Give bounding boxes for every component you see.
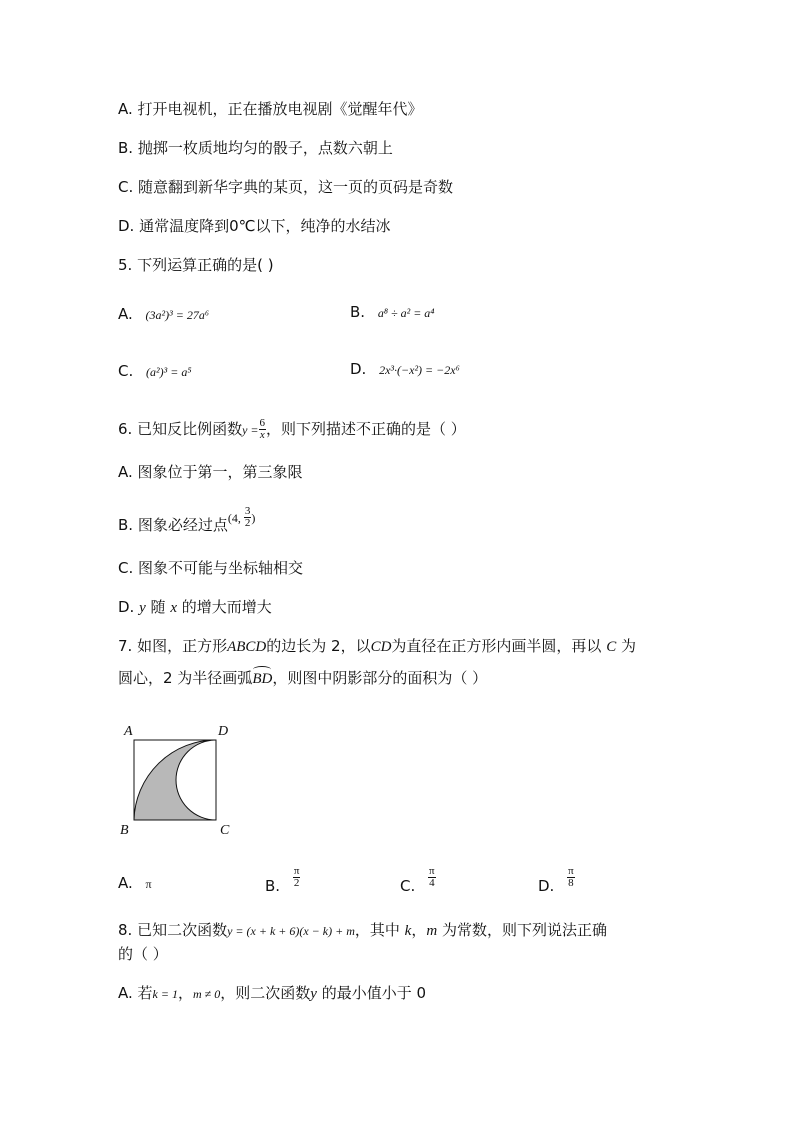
q7-label-a: A: [124, 724, 133, 739]
q6-option-d-label: D.: [118, 598, 140, 616]
q7-label-d: D: [218, 724, 229, 739]
q6-option-c: C. 图象不可能与坐标轴相交: [118, 559, 304, 577]
q7-option-a-label: A.: [118, 874, 133, 892]
q6-option-d-x: x: [170, 600, 177, 616]
q7-diameter-name: CD: [370, 639, 392, 655]
q6-function-fraction: [259, 418, 267, 441]
q8-option-a-k: k = 1: [152, 987, 178, 1001]
q8-option-a-comma: ，: [177, 984, 193, 1002]
q6-option-a: A. 图象位于第一，第三象限: [118, 463, 303, 481]
q4-option-c: C. 随意翻到新华字典的某页，这一页的页码是奇数: [118, 178, 454, 196]
q5-option-d-math: 2x³·(−x²) = −2x⁶: [379, 363, 460, 377]
q8-option-a-mid: ，则二次函数: [220, 984, 311, 1002]
q7-figure: [110, 715, 245, 845]
q5-option-c: [118, 361, 192, 382]
q4-option-b: B. 抛掷一枚质地均匀的骰子，点数六朝上: [118, 139, 393, 157]
q7-shaded-region: [134, 740, 216, 820]
q5-option-a-label: A.: [118, 305, 133, 323]
q8-stem-line1: [118, 920, 607, 941]
q7-label-c: C: [220, 823, 230, 838]
q6-option-d-mid: 随: [145, 598, 171, 616]
q7-stem-line2-post: ，则图中阴影部分的面积为（ ）: [272, 669, 488, 687]
q6-option-d: [118, 597, 272, 618]
q8-function: y = (x + k + 6)(x − k) + m: [227, 924, 355, 938]
q7-center-name: C: [606, 639, 617, 655]
q5-option-a: [118, 304, 209, 325]
q8-stem-line2: 的（ ）: [118, 945, 168, 963]
q6-function-denominator: x: [259, 429, 265, 441]
q7-option-c-denominator: 4: [429, 877, 435, 889]
q8-comma: ，: [411, 921, 427, 939]
q5-option-c-math: (a²)³ = a⁵: [146, 365, 192, 379]
q4-option-d: D. 通常温度降到0℃以下，纯净的水结冰: [118, 217, 391, 235]
q8-k: k: [404, 923, 412, 939]
q7-option-c-fraction: [428, 866, 436, 889]
q7-option-c-label: C.: [400, 877, 416, 895]
q6-stem: [118, 418, 466, 441]
q8-option-a-m: m ≠ 0: [193, 987, 221, 1001]
q7-option-d-denominator: 8: [568, 877, 574, 889]
q6-point-close: ): [251, 511, 256, 525]
q7-option-d-fraction: [567, 866, 575, 889]
q5-option-b-math: a⁸ ÷ a² = a⁴: [377, 306, 435, 320]
q8-m: m: [426, 923, 438, 939]
q7-option-c-numerator: π: [429, 865, 435, 877]
q7-option-a-value: π: [145, 877, 152, 891]
q8-option-a: [118, 983, 426, 1004]
q6-stem-pre: 6. 已知反比例函数: [118, 420, 243, 438]
q7-option-d-numerator: π: [568, 865, 574, 877]
q8-option-a-pre: A. 若: [118, 984, 153, 1002]
q5-option-c-label: C.: [118, 362, 134, 380]
q7-stem-line2: [118, 668, 487, 689]
q7-stem-end: 为: [616, 637, 636, 655]
q7-stem-pre: 7. 如图，正方形: [118, 637, 228, 655]
q6-function-numerator: 6: [259, 417, 266, 429]
q7-stem-line2-pre: 圆心，2 为半径画弧: [118, 669, 253, 687]
q7-stem-post: 为直径在正方形内画半圆，再以: [391, 637, 607, 655]
q6-option-b: [118, 505, 256, 537]
q7-option-c: [400, 865, 436, 895]
q6-point-numerator: 3: [244, 505, 251, 517]
q8-option-a-y: y: [310, 986, 317, 1002]
q8-stem-mid: ，其中: [354, 921, 405, 939]
q7-option-b-fraction: [293, 866, 301, 889]
q4-option-a: A. 打开电视机，正在播放电视剧《觉醒年代》: [118, 100, 423, 118]
q5-option-a-math: (3a²)³ = 27a⁶: [145, 308, 210, 322]
q6-stem-post: ，则下列描述不正确的是（ ）: [266, 420, 466, 438]
q6-option-d-y: y: [139, 600, 146, 616]
q6-point-denominator: 2: [244, 517, 251, 529]
q7-square-name: ABCD: [227, 639, 267, 655]
q7-option-d-label: D.: [538, 877, 555, 895]
q5-option-d: [350, 359, 460, 380]
q5-option-d-label: D.: [350, 360, 367, 378]
q7-option-a: [118, 873, 152, 894]
q7-option-b-numerator: π: [293, 865, 300, 877]
q7-stem-mid: 的边长为 2，以: [266, 637, 371, 655]
q8-option-a-post: 的最小值小于 0: [316, 984, 427, 1002]
q6-option-d-post: 的增大而增大: [176, 598, 272, 616]
q7-option-b: [265, 865, 300, 895]
q7-arc-name: BD: [252, 671, 273, 687]
q8-stem-pre: 8. 已知二次函数: [118, 921, 228, 939]
q5-option-b: [350, 302, 434, 323]
q6-point-x: (4,: [227, 511, 244, 525]
q5-option-b-label: B.: [350, 303, 366, 321]
q7-label-b: B: [120, 823, 129, 838]
q7-option-b-denominator: 2: [293, 877, 300, 889]
q8-stem-post: 为常数，则下列说法正确: [437, 921, 607, 939]
q7-stem-line1: [118, 636, 636, 657]
q5-stem: 5. 下列运算正确的是( ): [118, 256, 274, 274]
q6-function-lhs: y =: [242, 423, 259, 437]
q6-option-b-text: B. 图象必经过点: [118, 516, 228, 534]
q7-option-b-label: B.: [265, 877, 281, 895]
q7-option-d: [538, 865, 575, 895]
